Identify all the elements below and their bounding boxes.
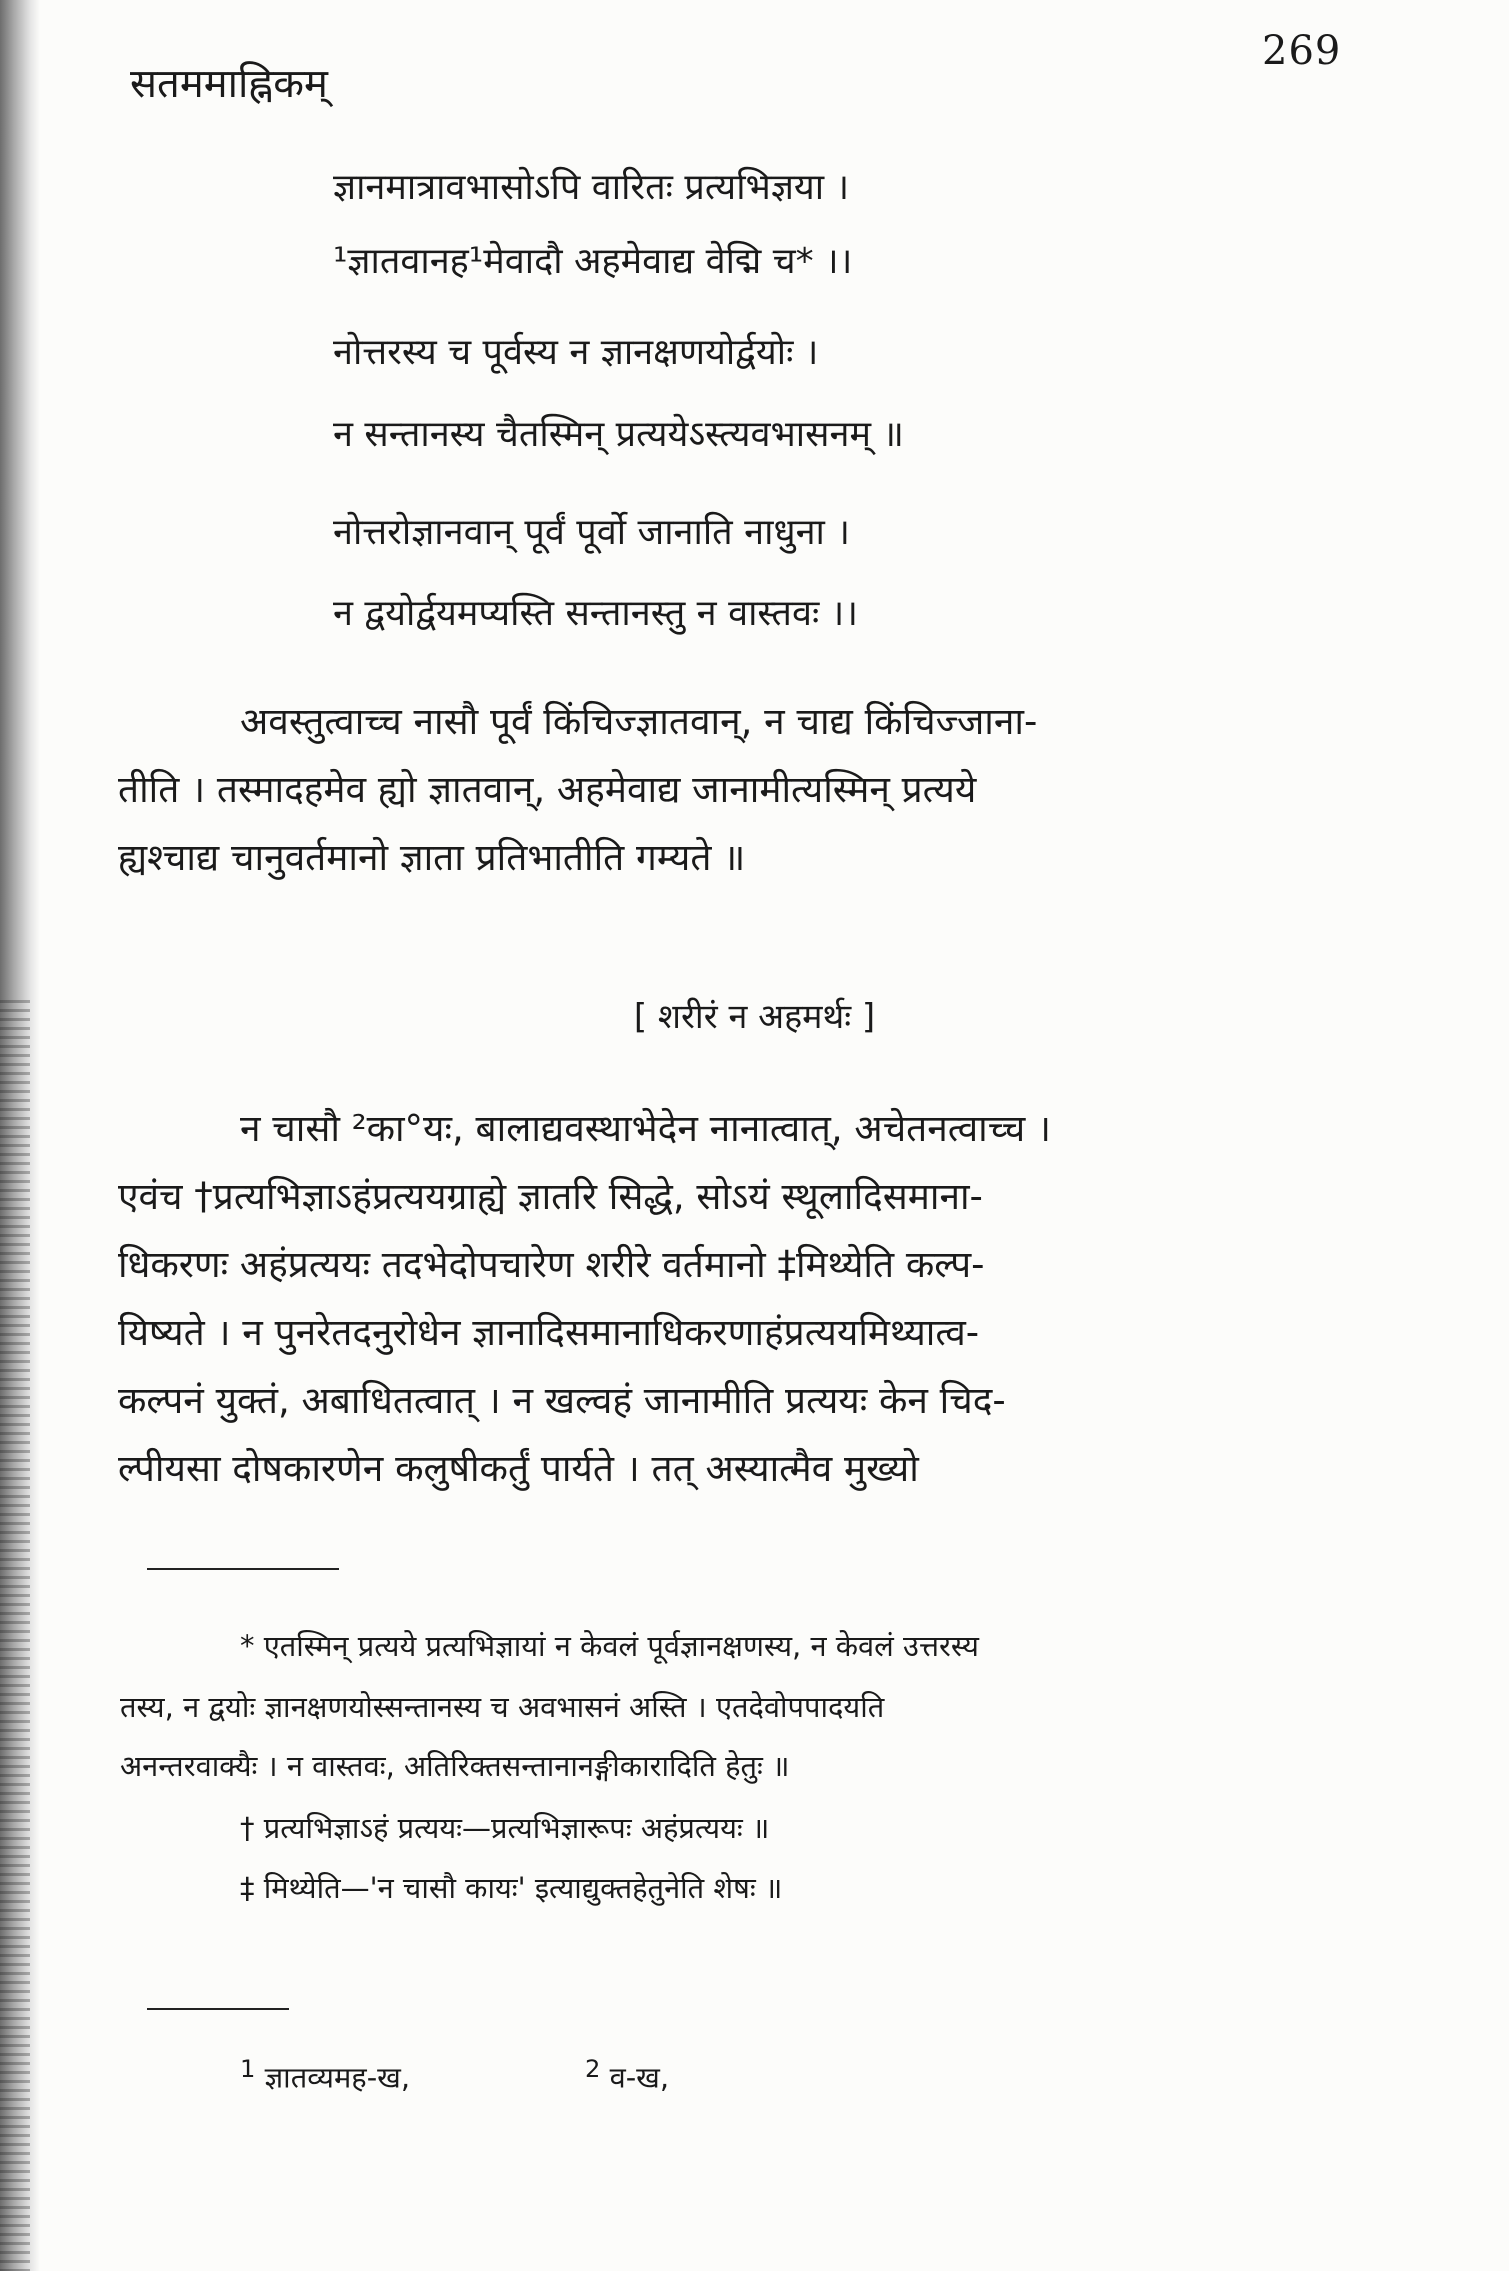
page-number: 269 — [1262, 28, 1342, 74]
paragraph-2 — [118, 1095, 1368, 1503]
verse-line: ज्ञानमात्रावभासोऽपि वारितः प्रत्यभिज्ञया । — [333, 167, 850, 208]
verse-line: नोत्तरस्य च पूर्वस्य न ज्ञानक्षणयोर्द्वयोः । — [333, 332, 819, 373]
variant-text: ज्ञातव्यमह-ख, — [264, 2060, 411, 2095]
paragraph-line: अवस्तुत्वाच्च नासौ पूर्वं किंचिज्ज्ञातवान्, न चाद्य किंचिज्जाना- — [240, 700, 1038, 743]
paragraph-line: न चासौ ²का°यः, बालाद्यवस्थाभेदेन नानात्वात्, अचेतनत्वाच्च । — [240, 1107, 1051, 1150]
paragraph-line: ह्यश्चाद्य चानुवर्तमानो ज्ञाता प्रतिभातीति गम्यते ॥ — [118, 836, 746, 879]
paragraph-line: तीति । तस्मादहमेव ह्यो ज्ञातवान्, अहमेवाद्य जानामीत्यस्मिन् प्रत्यये — [118, 768, 977, 811]
paragraph-line: धिकरणः अहंप्रत्ययः तदभेदोपचारेण शरीरे वर्तमानो ‡मिथ्येति कल्प- — [118, 1243, 985, 1286]
verse-line: न सन्तानस्य चैतस्मिन् प्रत्ययेऽस्त्यवभासनम् ॥ — [333, 414, 904, 455]
paragraph-1 — [118, 688, 1368, 892]
footnote-line: अनन्तरवाक्यैः । न वास्तवः, अतिरिक्तसन्तानानङ्गीकारादिति हेतुः ॥ — [120, 1749, 790, 1783]
footnote-line: तस्य, न द्वयोः ज्ञानक्षणयोस्सन्तानस्य च अवभासनं अस्ति । एतदेवोपपादयति — [120, 1690, 885, 1724]
verse-line: ¹ज्ञातवानह¹मेवादौ अहमेवाद्य वेद्मि च* ।। — [333, 241, 853, 282]
footnote-line: † प्रत्यभिज्ञाऽहं प्रत्ययः—प्रत्यभिज्ञारूपः अहंप्रत्ययः ॥ — [240, 1811, 770, 1845]
paragraph-line: एवंच †प्रत्यभिज्ञाऽहंप्रत्ययग्राह्ये ज्ञातरि सिद्धे, सोऽयं स्थूलादिसमाना- — [118, 1175, 983, 1218]
verse-line: न द्वयोर्द्वयमप्यस्ति सन्तानस्तु न वास्तवः ।। — [333, 593, 858, 634]
footnote-separator-rule — [147, 1568, 339, 1570]
paragraph-line: ल्पीयसा दोषकारणेन कलुषीकर्तुं पार्यते । तत् अस्यात्मैव मुख्यो — [118, 1447, 919, 1490]
variant-separator-rule — [147, 2008, 289, 2010]
variant-mark: 2 — [585, 2055, 601, 2083]
footnote-line: * एतस्मिन् प्रत्यये प्रत्यभिज्ञायां न केवलं पूर्वज्ञानक्षणस्य, न केवलं उत्तरस्य — [240, 1629, 979, 1663]
verse-line: नोत्तरोज्ञानवान् पूर्वं पूर्वो जानाति नाधुना । — [333, 512, 850, 553]
binding-edge-texture — [0, 1000, 30, 2271]
variant-text: व-ख, — [609, 2060, 670, 2095]
running-head: सतममाह्निकम् — [130, 61, 328, 107]
paragraph-line: यिष्यते । न पुनरेतदनुरोधेन ज्ञानादिसमानाधिकरणाहंप्रत्ययमिथ्यात्व- — [118, 1311, 980, 1354]
section-heading: [ शरीरं न अहमर्थः ] — [633, 997, 876, 1037]
paragraph-line: कल्पनं युक्तं, अबाधितत्वात् । न खल्वहं जानामीति प्रत्ययः केन चिद- — [118, 1379, 1006, 1422]
variant-note-2 — [585, 2055, 669, 2097]
variant-mark: 1 — [240, 2055, 256, 2083]
variant-note-1 — [240, 2055, 410, 2097]
footnote-line: ‡ मिथ्येति—'न चासौ कायः' इत्याद्युक्तहेतुनेति शेषः ॥ — [240, 1871, 783, 1905]
